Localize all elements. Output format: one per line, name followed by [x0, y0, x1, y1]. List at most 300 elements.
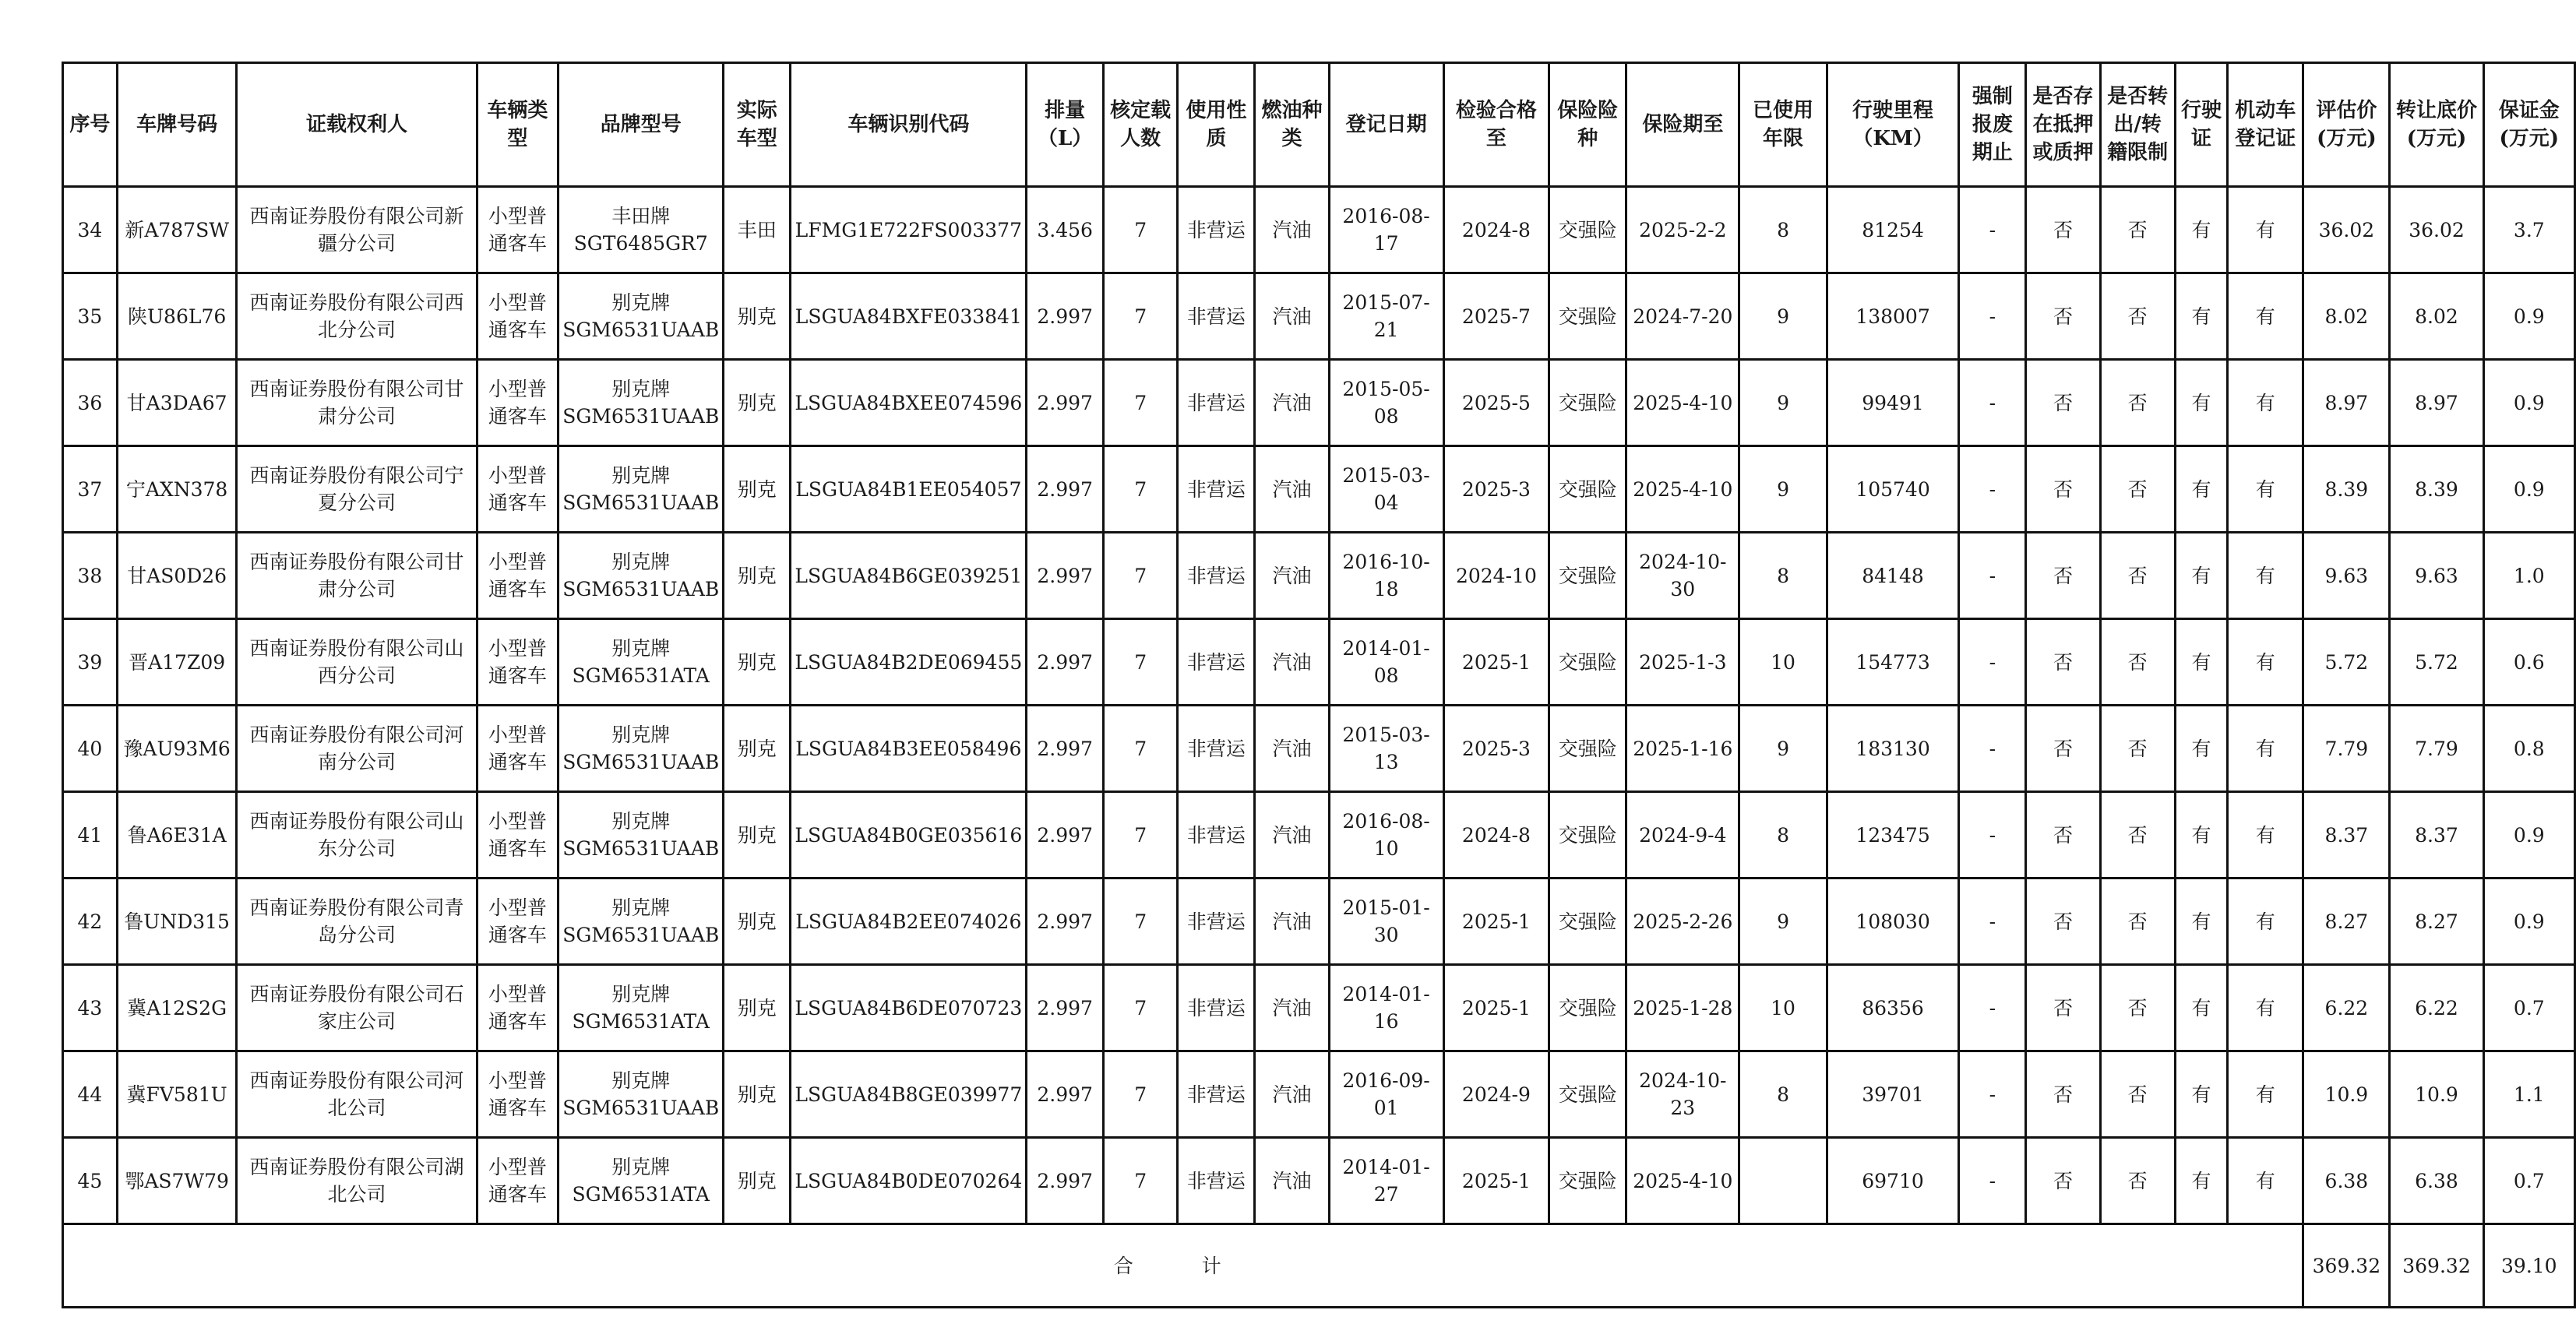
cell-reg-date: 2016-08-17: [1329, 187, 1443, 273]
cell-inspection-until: 2025-5: [1443, 360, 1549, 446]
cell-reg-date: 2016-09-01: [1329, 1051, 1443, 1138]
cell-years-used: 9: [1739, 273, 1827, 360]
table-row: [63, 446, 2575, 533]
header-seq: 序号: [63, 63, 118, 187]
cell-brand-model: 别克牌SGM6531UAAB: [559, 446, 724, 533]
cell-brand-model: 丰田牌SGT6485GR7: [559, 187, 724, 273]
cell-floor-price: 8.39: [2390, 446, 2483, 533]
cell-insurance-type: 交强险: [1549, 446, 1626, 533]
cell-vehicle-type: 小型普通客车: [477, 446, 559, 533]
cell-brand-model: 别克牌SGM6531ATA: [559, 619, 724, 706]
cell-displacement: 2.997: [1027, 965, 1104, 1051]
cell-registration-cert: 有: [2228, 273, 2303, 360]
cell-driving-license: 有: [2175, 879, 2228, 965]
cell-brand-model: 别克牌SGM6531UAAB: [559, 1051, 724, 1138]
cell-plate: 鲁UND315: [117, 879, 237, 965]
cell-deposit: 0.7: [2483, 965, 2574, 1051]
header-floor-price: 转让底价(万元): [2390, 63, 2483, 187]
header-eval-price: 评估价(万元): [2303, 63, 2390, 187]
cell-deposit: 0.9: [2483, 446, 2574, 533]
cell-seats: 7: [1104, 792, 1178, 879]
cell-years-used: 8: [1739, 1051, 1827, 1138]
cell-insurance-until: 2025-1-3: [1626, 619, 1739, 706]
cell-driving-license: 有: [2175, 706, 2228, 792]
cell-vin: LSGUA84B1EE054057: [791, 446, 1027, 533]
cell-actual-model: 别克: [724, 706, 791, 792]
cell-owner: 西南证券股份有限公司山西分公司: [237, 619, 477, 706]
cell-eval-price: 10.9: [2303, 1051, 2390, 1138]
cell-fuel: 汽油: [1255, 446, 1329, 533]
cell-reg-date: 2014-01-27: [1329, 1138, 1443, 1224]
table-footer: [63, 1224, 2575, 1308]
cell-driving-license: 有: [2175, 619, 2228, 706]
cell-pledge: 否: [2026, 533, 2100, 619]
cell-owner: 西南证券股份有限公司山东分公司: [237, 792, 477, 879]
cell-vehicle-type: 小型普通客车: [477, 1051, 559, 1138]
cell-reg-date: 2015-01-30: [1329, 879, 1443, 965]
cell-insurance-until: 2025-4-10: [1626, 446, 1739, 533]
cell-seq: 37: [63, 446, 118, 533]
table-row: [63, 879, 2575, 965]
cell-seq: 45: [63, 1138, 118, 1224]
cell-brand-model: 别克牌SGM6531UAAB: [559, 706, 724, 792]
header-vehicle-type: 车辆类型: [477, 63, 559, 187]
cell-displacement: 2.997: [1027, 360, 1104, 446]
header-driving-license: 行驶证: [2175, 63, 2228, 187]
cell-plate: 豫AU93M6: [117, 706, 237, 792]
header-brand-model: 品牌型号: [559, 63, 724, 187]
cell-scrap-date: -: [1959, 879, 2026, 965]
cell-transfer-limit: 否: [2100, 360, 2175, 446]
cell-reg-date: 2016-08-10: [1329, 792, 1443, 879]
cell-years-used: 10: [1739, 619, 1827, 706]
header-pledge: 是否存在抵押或质押: [2026, 63, 2100, 187]
cell-plate: 冀FV581U: [117, 1051, 237, 1138]
cell-seq: 44: [63, 1051, 118, 1138]
cell-scrap-date: -: [1959, 273, 2026, 360]
cell-displacement: 2.997: [1027, 1051, 1104, 1138]
cell-insurance-until: 2024-10-23: [1626, 1051, 1739, 1138]
cell-mileage: 154773: [1827, 619, 1959, 706]
cell-pledge: 否: [2026, 360, 2100, 446]
cell-vin: LSGUA84B2EE074026: [791, 879, 1027, 965]
cell-inspection-until: 2024-8: [1443, 792, 1549, 879]
cell-insurance-until: 2025-4-10: [1626, 1138, 1739, 1224]
cell-registration-cert: 有: [2228, 1051, 2303, 1138]
cell-registration-cert: 有: [2228, 965, 2303, 1051]
cell-deposit: 0.9: [2483, 360, 2574, 446]
cell-insurance-until: 2024-9-4: [1626, 792, 1739, 879]
cell-registration-cert: 有: [2228, 187, 2303, 273]
header-registration-cert: 机动车登记证: [2228, 63, 2303, 187]
cell-eval-price: 7.79: [2303, 706, 2390, 792]
cell-deposit: 0.9: [2483, 792, 2574, 879]
cell-floor-price: 7.79: [2390, 706, 2483, 792]
cell-brand-model: 别克牌SGM6531UAAB: [559, 879, 724, 965]
cell-deposit: 0.8: [2483, 706, 2574, 792]
cell-vin: LSGUA84B2DE069455: [791, 619, 1027, 706]
cell-insurance-until: 2025-2-2: [1626, 187, 1739, 273]
cell-owner: 西南证券股份有限公司宁夏分公司: [237, 446, 477, 533]
cell-brand-model: 别克牌SGM6531UAAB: [559, 273, 724, 360]
cell-eval-price: 8.39: [2303, 446, 2390, 533]
cell-fuel: 汽油: [1255, 792, 1329, 879]
cell-seats: 7: [1104, 360, 1178, 446]
table-row: [63, 619, 2575, 706]
header-displacement: 排量（L）: [1027, 63, 1104, 187]
cell-displacement: 2.997: [1027, 792, 1104, 879]
cell-years-used: [1739, 1138, 1827, 1224]
cell-insurance-type: 交强险: [1549, 879, 1626, 965]
cell-seats: 7: [1104, 533, 1178, 619]
cell-owner: 西南证券股份有限公司石家庄公司: [237, 965, 477, 1051]
cell-eval-price: 6.22: [2303, 965, 2390, 1051]
cell-actual-model: 别克: [724, 533, 791, 619]
cell-scrap-date: -: [1959, 1138, 2026, 1224]
total-row: [63, 1224, 2575, 1308]
cell-displacement: 2.997: [1027, 879, 1104, 965]
cell-insurance-type: 交强险: [1549, 792, 1626, 879]
cell-usage: 非营运: [1178, 879, 1255, 965]
header-vin: 车辆识别代码: [791, 63, 1027, 187]
cell-scrap-date: -: [1959, 360, 2026, 446]
cell-scrap-date: -: [1959, 965, 2026, 1051]
cell-seq: 43: [63, 965, 118, 1051]
cell-transfer-limit: 否: [2100, 965, 2175, 1051]
cell-seq: 35: [63, 273, 118, 360]
cell-vehicle-type: 小型普通客车: [477, 360, 559, 446]
cell-mileage: 86356: [1827, 965, 1959, 1051]
cell-fuel: 汽油: [1255, 360, 1329, 446]
cell-usage: 非营运: [1178, 187, 1255, 273]
cell-insurance-type: 交强险: [1549, 360, 1626, 446]
cell-deposit: 3.7: [2483, 187, 2574, 273]
cell-years-used: 8: [1739, 187, 1827, 273]
cell-vehicle-type: 小型普通客车: [477, 619, 559, 706]
cell-actual-model: 别克: [724, 965, 791, 1051]
cell-plate: 甘AS0D26: [117, 533, 237, 619]
cell-driving-license: 有: [2175, 1138, 2228, 1224]
cell-registration-cert: 有: [2228, 1138, 2303, 1224]
cell-years-used: 8: [1739, 792, 1827, 879]
cell-floor-price: 8.37: [2390, 792, 2483, 879]
total-eval-price: 369.32: [2303, 1224, 2390, 1308]
cell-usage: 非营运: [1178, 1138, 1255, 1224]
cell-displacement: 2.997: [1027, 619, 1104, 706]
header-usage: 使用性质: [1178, 63, 1255, 187]
cell-brand-model: 别克牌SGM6531UAAB: [559, 792, 724, 879]
cell-transfer-limit: 否: [2100, 1051, 2175, 1138]
cell-registration-cert: 有: [2228, 879, 2303, 965]
cell-insurance-type: 交强险: [1549, 1051, 1626, 1138]
cell-eval-price: 5.72: [2303, 619, 2390, 706]
cell-actual-model: 别克: [724, 879, 791, 965]
cell-owner: 西南证券股份有限公司西北分公司: [237, 273, 477, 360]
cell-vin: LSGUA84BXEE074596: [791, 360, 1027, 446]
cell-fuel: 汽油: [1255, 1051, 1329, 1138]
vehicle-assets-table: [62, 62, 2576, 1308]
cell-scrap-date: -: [1959, 446, 2026, 533]
cell-seq: 40: [63, 706, 118, 792]
table-body: [63, 187, 2575, 1224]
cell-seats: 7: [1104, 273, 1178, 360]
cell-driving-license: 有: [2175, 187, 2228, 273]
cell-seats: 7: [1104, 879, 1178, 965]
cell-plate: 鲁A6E31A: [117, 792, 237, 879]
cell-owner: 西南证券股份有限公司新疆分公司: [237, 187, 477, 273]
cell-seats: 7: [1104, 706, 1178, 792]
cell-inspection-until: 2024-10: [1443, 533, 1549, 619]
cell-insurance-type: 交强险: [1549, 706, 1626, 792]
cell-reg-date: 2016-10-18: [1329, 533, 1443, 619]
cell-deposit: 0.7: [2483, 1138, 2574, 1224]
cell-floor-price: 8.02: [2390, 273, 2483, 360]
cell-inspection-until: 2024-9: [1443, 1051, 1549, 1138]
cell-vin: LSGUA84B8GE039977: [791, 1051, 1027, 1138]
cell-fuel: 汽油: [1255, 965, 1329, 1051]
cell-seq: 34: [63, 187, 118, 273]
total-deposit: 39.10: [2483, 1224, 2574, 1308]
cell-inspection-until: 2024-8: [1443, 187, 1549, 273]
cell-vin: LSGUA84BXFE033841: [791, 273, 1027, 360]
cell-deposit: 0.6: [2483, 619, 2574, 706]
table-row: [63, 273, 2575, 360]
cell-vehicle-type: 小型普通客车: [477, 533, 559, 619]
cell-eval-price: 6.38: [2303, 1138, 2390, 1224]
cell-displacement: 2.997: [1027, 533, 1104, 619]
cell-inspection-until: 2025-7: [1443, 273, 1549, 360]
header-seats: 核定载人数: [1104, 63, 1178, 187]
cell-registration-cert: 有: [2228, 706, 2303, 792]
cell-owner: 西南证券股份有限公司甘肃分公司: [237, 533, 477, 619]
cell-fuel: 汽油: [1255, 273, 1329, 360]
cell-seats: 7: [1104, 1138, 1178, 1224]
cell-vehicle-type: 小型普通客车: [477, 1138, 559, 1224]
table-row: [63, 187, 2575, 273]
header-transfer-limit: 是否转出/转籍限制: [2100, 63, 2175, 187]
cell-floor-price: 8.27: [2390, 879, 2483, 965]
cell-pledge: 否: [2026, 792, 2100, 879]
cell-usage: 非营运: [1178, 533, 1255, 619]
cell-mileage: 105740: [1827, 446, 1959, 533]
cell-inspection-until: 2025-3: [1443, 706, 1549, 792]
cell-usage: 非营运: [1178, 965, 1255, 1051]
cell-fuel: 汽油: [1255, 187, 1329, 273]
cell-driving-license: 有: [2175, 1051, 2228, 1138]
header-plate: 车牌号码: [117, 63, 237, 187]
cell-transfer-limit: 否: [2100, 619, 2175, 706]
total-floor-price: 369.32: [2390, 1224, 2483, 1308]
cell-reg-date: 2015-03-04: [1329, 446, 1443, 533]
cell-pledge: 否: [2026, 619, 2100, 706]
cell-floor-price: 5.72: [2390, 619, 2483, 706]
cell-seats: 7: [1104, 187, 1178, 273]
cell-registration-cert: 有: [2228, 446, 2303, 533]
cell-vin: LSGUA84B6DE070723: [791, 965, 1027, 1051]
cell-scrap-date: -: [1959, 1051, 2026, 1138]
cell-actual-model: 别克: [724, 1138, 791, 1224]
cell-displacement: 2.997: [1027, 273, 1104, 360]
cell-vin: LSGUA84B3EE058496: [791, 706, 1027, 792]
cell-insurance-type: 交强险: [1549, 187, 1626, 273]
cell-pledge: 否: [2026, 1138, 2100, 1224]
cell-insurance-type: 交强险: [1549, 965, 1626, 1051]
cell-mileage: 108030: [1827, 879, 1959, 965]
cell-eval-price: 8.97: [2303, 360, 2390, 446]
cell-scrap-date: -: [1959, 533, 2026, 619]
table-row: [63, 360, 2575, 446]
cell-seats: 7: [1104, 446, 1178, 533]
cell-reg-date: 2015-05-08: [1329, 360, 1443, 446]
cell-insurance-until: 2025-2-26: [1626, 879, 1739, 965]
cell-plate: 新A787SW: [117, 187, 237, 273]
cell-fuel: 汽油: [1255, 706, 1329, 792]
cell-vehicle-type: 小型普通客车: [477, 273, 559, 360]
cell-driving-license: 有: [2175, 533, 2228, 619]
cell-insurance-until: 2024-7-20: [1626, 273, 1739, 360]
cell-deposit: 1.1: [2483, 1051, 2574, 1138]
cell-brand-model: 别克牌SGM6531UAAB: [559, 533, 724, 619]
cell-mileage: 39701: [1827, 1051, 1959, 1138]
cell-floor-price: 9.63: [2390, 533, 2483, 619]
cell-usage: 非营运: [1178, 619, 1255, 706]
cell-vehicle-type: 小型普通客车: [477, 965, 559, 1051]
header-mileage: 行驶里程（KM）: [1827, 63, 1959, 187]
table-row: [63, 965, 2575, 1051]
cell-pledge: 否: [2026, 1051, 2100, 1138]
cell-vin: LSGUA84B6GE039251: [791, 533, 1027, 619]
cell-plate: 陕U86L76: [117, 273, 237, 360]
cell-registration-cert: 有: [2228, 533, 2303, 619]
cell-pledge: 否: [2026, 965, 2100, 1051]
cell-inspection-until: 2025-1: [1443, 879, 1549, 965]
cell-actual-model: 别克: [724, 792, 791, 879]
cell-transfer-limit: 否: [2100, 446, 2175, 533]
header-reg-date: 登记日期: [1329, 63, 1443, 187]
cell-fuel: 汽油: [1255, 619, 1329, 706]
cell-usage: 非营运: [1178, 792, 1255, 879]
cell-inspection-until: 2025-1: [1443, 965, 1549, 1051]
cell-vin: LSGUA84B0GE035616: [791, 792, 1027, 879]
cell-insurance-type: 交强险: [1549, 273, 1626, 360]
cell-deposit: 0.9: [2483, 879, 2574, 965]
cell-fuel: 汽油: [1255, 533, 1329, 619]
table-row: [63, 1138, 2575, 1224]
cell-years-used: 9: [1739, 879, 1827, 965]
cell-usage: 非营运: [1178, 1051, 1255, 1138]
cell-insurance-until: 2025-1-16: [1626, 706, 1739, 792]
cell-reg-date: 2015-03-13: [1329, 706, 1443, 792]
cell-actual-model: 别克: [724, 1051, 791, 1138]
table-row: [63, 792, 2575, 879]
cell-transfer-limit: 否: [2100, 1138, 2175, 1224]
cell-pledge: 否: [2026, 706, 2100, 792]
cell-years-used: 8: [1739, 533, 1827, 619]
cell-mileage: 138007: [1827, 273, 1959, 360]
cell-usage: 非营运: [1178, 273, 1255, 360]
cell-floor-price: 6.38: [2390, 1138, 2483, 1224]
cell-plate: 甘A3DA67: [117, 360, 237, 446]
cell-displacement: 2.997: [1027, 1138, 1104, 1224]
cell-transfer-limit: 否: [2100, 273, 2175, 360]
total-label: 合 计: [63, 1224, 2303, 1308]
cell-actual-model: 别克: [724, 446, 791, 533]
cell-vin: LSGUA84B0DE070264: [791, 1138, 1027, 1224]
cell-pledge: 否: [2026, 273, 2100, 360]
cell-eval-price: 8.27: [2303, 879, 2390, 965]
cell-actual-model: 别克: [724, 273, 791, 360]
cell-usage: 非营运: [1178, 360, 1255, 446]
cell-seats: 7: [1104, 619, 1178, 706]
cell-floor-price: 6.22: [2390, 965, 2483, 1051]
cell-driving-license: 有: [2175, 792, 2228, 879]
cell-vin: LFMG1E722FS003377: [791, 187, 1027, 273]
cell-mileage: 69710: [1827, 1138, 1959, 1224]
cell-driving-license: 有: [2175, 360, 2228, 446]
cell-deposit: 1.0: [2483, 533, 2574, 619]
cell-usage: 非营运: [1178, 446, 1255, 533]
cell-plate: 宁AXN378: [117, 446, 237, 533]
cell-pledge: 否: [2026, 879, 2100, 965]
cell-fuel: 汽油: [1255, 879, 1329, 965]
cell-inspection-until: 2025-1: [1443, 619, 1549, 706]
cell-insurance-type: 交强险: [1549, 619, 1626, 706]
cell-insurance-type: 交强险: [1549, 533, 1626, 619]
cell-owner: 西南证券股份有限公司青岛分公司: [237, 879, 477, 965]
cell-transfer-limit: 否: [2100, 706, 2175, 792]
cell-scrap-date: -: [1959, 619, 2026, 706]
cell-driving-license: 有: [2175, 273, 2228, 360]
cell-floor-price: 10.9: [2390, 1051, 2483, 1138]
cell-pledge: 否: [2026, 446, 2100, 533]
cell-insurance-until: 2025-4-10: [1626, 360, 1739, 446]
cell-years-used: 9: [1739, 360, 1827, 446]
header-deposit: 保证金(万元): [2483, 63, 2574, 187]
header-insurance-type: 保险险种: [1549, 63, 1626, 187]
cell-mileage: 183130: [1827, 706, 1959, 792]
cell-brand-model: 别克牌SGM6531ATA: [559, 965, 724, 1051]
cell-seq: 39: [63, 619, 118, 706]
cell-usage: 非营运: [1178, 706, 1255, 792]
cell-scrap-date: -: [1959, 792, 2026, 879]
cell-owner: 西南证券股份有限公司甘肃分公司: [237, 360, 477, 446]
table-row: [63, 533, 2575, 619]
cell-seats: 7: [1104, 965, 1178, 1051]
cell-scrap-date: -: [1959, 187, 2026, 273]
header-years-used: 已使用年限: [1739, 63, 1827, 187]
cell-transfer-limit: 否: [2100, 879, 2175, 965]
header-insurance-until: 保险期至: [1626, 63, 1739, 187]
cell-plate: 晋A17Z09: [117, 619, 237, 706]
cell-floor-price: 36.02: [2390, 187, 2483, 273]
cell-seats: 7: [1104, 1051, 1178, 1138]
cell-insurance-until: 2025-1-28: [1626, 965, 1739, 1051]
table-header: [63, 63, 2575, 187]
cell-eval-price: 8.37: [2303, 792, 2390, 879]
cell-owner: 西南证券股份有限公司河南分公司: [237, 706, 477, 792]
cell-reg-date: 2014-01-16: [1329, 965, 1443, 1051]
cell-inspection-until: 2025-1: [1443, 1138, 1549, 1224]
cell-displacement: 2.997: [1027, 706, 1104, 792]
cell-driving-license: 有: [2175, 446, 2228, 533]
cell-floor-price: 8.97: [2390, 360, 2483, 446]
cell-reg-date: 2014-01-08: [1329, 619, 1443, 706]
cell-transfer-limit: 否: [2100, 792, 2175, 879]
cell-actual-model: 别克: [724, 360, 791, 446]
table-row: [63, 1051, 2575, 1138]
cell-mileage: 99491: [1827, 360, 1959, 446]
header-actual-model: 实际车型: [724, 63, 791, 187]
